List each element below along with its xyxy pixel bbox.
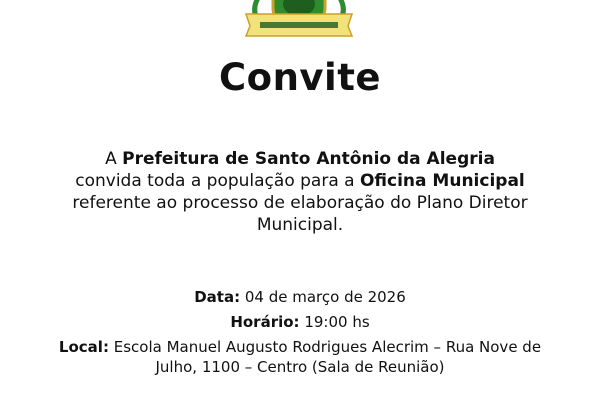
page-title: Convite (219, 56, 381, 99)
crest-lettering-text (238, 38, 239, 39)
date-value: 04 de março de 2026 (240, 288, 406, 306)
intro-middle: convida toda a população para a (75, 171, 360, 191)
invitation-text (70, 148, 530, 236)
location-label: Local: (58, 338, 109, 356)
event-name: Oficina Municipal (359, 171, 525, 191)
event-location (40, 337, 560, 377)
crest-emblem (238, 0, 360, 38)
intro-suffix: referente ao processo de elaboração do Plano Diretor Municipal. (72, 193, 528, 235)
time-value: 19:00 hs (299, 313, 370, 331)
municipal-crest (238, 0, 360, 38)
location-value: Escola Manuel Augusto Rodrigues Alecrim – Rua Nove de Julho, 1100 – Centro (Sala de Reunião) (108, 338, 542, 376)
organizer-name: Prefeitura de Santo Antônio da Alegria (122, 149, 495, 169)
event-details (40, 287, 560, 377)
event-time (40, 312, 560, 332)
date-label: Data: (194, 288, 241, 306)
time-label: Horário: (230, 313, 300, 331)
intro-prefix: A (105, 149, 123, 169)
event-date (40, 287, 560, 307)
crest-ribbon-lettering (260, 22, 338, 28)
